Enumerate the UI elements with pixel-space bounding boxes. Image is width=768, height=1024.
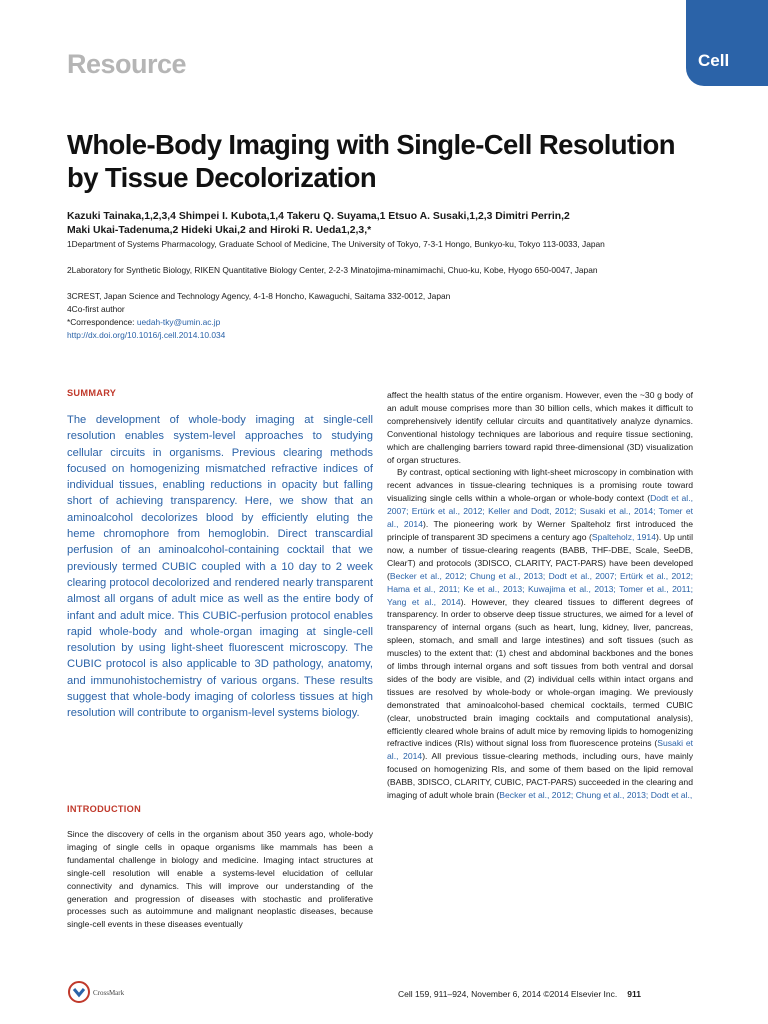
text-span: ). All previous tissue-clearing methods, including ours, have mainly focused on homogenizing RIs, and some of them based on the lipid removal (BABB, 3DISCO, CLARITY, CUBIC, PACT-PARS) succeeded in the clearing and imaging of adult whole brain ( — [387, 751, 693, 801]
summary-heading: SUMMARY — [67, 388, 117, 398]
text-span: ). The pioneering work by Werner Spalteholz first introduced the principle of transparent 3D specimens a century ago ( — [387, 519, 693, 542]
affiliation-3: 3CREST, Japan Science and Technology Agency, 4-1-8 Honcho, Kawaguchi, Saitama 332-0012, Japan — [67, 291, 451, 301]
crossmark-icon — [67, 980, 157, 1004]
citation-link[interactable]: Susaki et al., 2014 — [387, 738, 693, 762]
text-span: ). Up until now, a number of tissue-clearing reagents (BABB, THF-DBE, Scale, SeeDB, ClearT) and protocols (3DISCO, CLARITY, PACT-PARS) have been developed ( — [387, 531, 693, 581]
crossmark-text: CrossMark — [93, 989, 125, 997]
summary-section — [67, 388, 373, 722]
affiliation-4: 4Co-first author — [67, 304, 125, 314]
correspondence-label: *Correspondence: — [67, 317, 137, 327]
introduction-section — [67, 804, 373, 931]
introduction-heading: INTRODUCTION — [67, 804, 142, 814]
summary-text: The development of whole-body imaging at single-cell resolution enables system-level approaches to studying cellular circuits in organisms. Previous clearing methods focused on homogenizing mismatched refractive indices of individual tissues, enabling reductions in opacity but falling short of achieving transparency. Here, we show that an aminoalcohol decolorizes blood by efficiently eluting the heme chromophore from hemoglobin. Direct transcardial perfusion of an aminoalcohol-containing cocktail that we previously termed CUBIC coupled with a 10 day to 2 week clearing protocol decolorized and rendered nearly transparent almost all organs of adult mice as well as the entire body of infant and adult mice. This CUBIC-perfusion protocol enables rapid whole-body and whole-organ imaging at single-cell resolution by using light-sheet fluorescent microscopy. The CUBIC protocol is also applicable to 3D pathology, anatomy, and immunohistochemistry of various organs. These results suggest that whole-body imaging of colorless tissues at high resolution will contribute to organism-level systems biology. — [67, 414, 373, 720]
journal-badge-text: Cell — [698, 51, 730, 70]
right-column — [387, 389, 693, 802]
journal-badge — [686, 0, 768, 86]
authors-line-1: Kazuki Tainaka,1,2,3,4 Shimpei I. Kubota,1,4 Takeru Q. Suyama,1 Etsuo A. Susaki,1,2,3 Dimitri Perrin,2 — [67, 211, 570, 222]
correspondence-email-link[interactable]: uedah-tky@umin.ac.jp — [136, 317, 221, 327]
citation-link[interactable]: Becker et al., 2012; Chung et al., 2013; Dodt et al., 2007; Ertürk et al., 2012; Hama et al., 2011; Ke et al., 2013; Kuwajima et al., 2013; Tomer et al., 2011; Yang et al., 2014 — [387, 570, 693, 607]
footer-citation: Cell 159, 911–924, November 6, 2014 ©2014 Elsevier Inc. — [398, 989, 618, 999]
authors-line-2: Maki Ukai-Tadenuma,2 Hideki Ukai,2 and Hiroki R. Ueda1,2,3,* — [67, 224, 372, 236]
page-number: 911 — [627, 989, 641, 999]
text-span: By contrast, optical sectioning with light-sheet microscopy in combination with recent advances in tissue-clearing techniques is a promising route toward visualizing single cells within a whole-organ or whole-body context ( — [387, 467, 693, 504]
citation-link[interactable]: Becker et al., 2012; Chung et al., 2013; Dodt et al., — [499, 790, 693, 801]
affiliation-1: 1Department of Systems Pharmacology, Graduate School of Medicine, The University of Tokyo, 7-3-1 Hongo, Bunkyo-ku, Tokyo 113-0033, Japan — [67, 239, 605, 249]
right-paragraph-1: affect the health status of the entire organism. However, even the ~30 g body of an adult mouse comprises more than 30 billion cells, which makes it difficult to comprehensively identify cellular circuits and quantitatively analyze dynamics. Conventional histology techniques are laborious and require tissue sectioning, which are challenging barriers toward rapid three-dimensional (3D) visualization of organ structures. — [387, 390, 693, 465]
doi-link[interactable]: http://dx.doi.org/10.1016/j.cell.2014.10.034 — [67, 330, 226, 340]
crossmark-logo[interactable] — [67, 980, 157, 1004]
page-footer — [398, 989, 641, 999]
citation-link[interactable]: Dodt et al., 2007; Ertürk et al., 2012; Keller and Dodt, 2012; Susaki et al., 2014; Tomer et al., 2014 — [387, 493, 693, 530]
section-label: Resource — [67, 49, 187, 79]
introduction-text: Since the discovery of cells in the organism about 350 years ago, whole-body imaging of single cells in opaque organisms like mammals has been a fundamental challenge in biology and medicine. Imaging intact structures at single-cell resolution will enable a systems-level elucidation of cellular connectivity and dynamics. This will improve our understanding of the generation and progression of diseases with stochastic and proliferative processes such as autoimmune and malignant neoplastic diseases, because single-cell events in these diseases eventually — [67, 829, 373, 930]
text-span: ). However, they cleared tissues to different degrees of transparency. In order to observe deep tissue structures, we aimed for a level of transparency of internal organs (such as heart, lung, kidney, liver, pancreas, spleen, stomach, and small and large intestines) and soft tissues (such as muscles) to the extent that: (1) chest and abdominal backbones and the bones of limbs through internal organs and soft tissues from both ventral and dorsal sides of the body are visible, and (2) individual cells within intact organs and tissues are resolved by whole-body or whole-organ imaging. We previously demonstrated that aminoalcohol-based chemical cocktails, termed CUBIC (clear, unobstructed brain imaging cocktails and computational analysis), efficiently cleared whole brains of adult mice by removing lipids to homogenizing refractive indices (RIs) without signal loss from fluorescence proteins ( — [387, 596, 693, 749]
right-paragraph-2 — [387, 466, 693, 802]
correspondence — [67, 316, 717, 329]
article-title: Whole-Body Imaging with Single-Cell Resolution by Tissue Decolorization — [67, 129, 675, 193]
citation-link[interactable]: Spalteholz, 1914 — [591, 531, 656, 542]
author-list — [67, 210, 707, 237]
affiliation-2: 2Laboratory for Synthetic Biology, RIKEN Quantitative Biology Center, 2-2-3 Minatojima-minamimachi, Chuo-ku, Kobe, Hyogo 650-0047, Japan — [67, 265, 598, 275]
